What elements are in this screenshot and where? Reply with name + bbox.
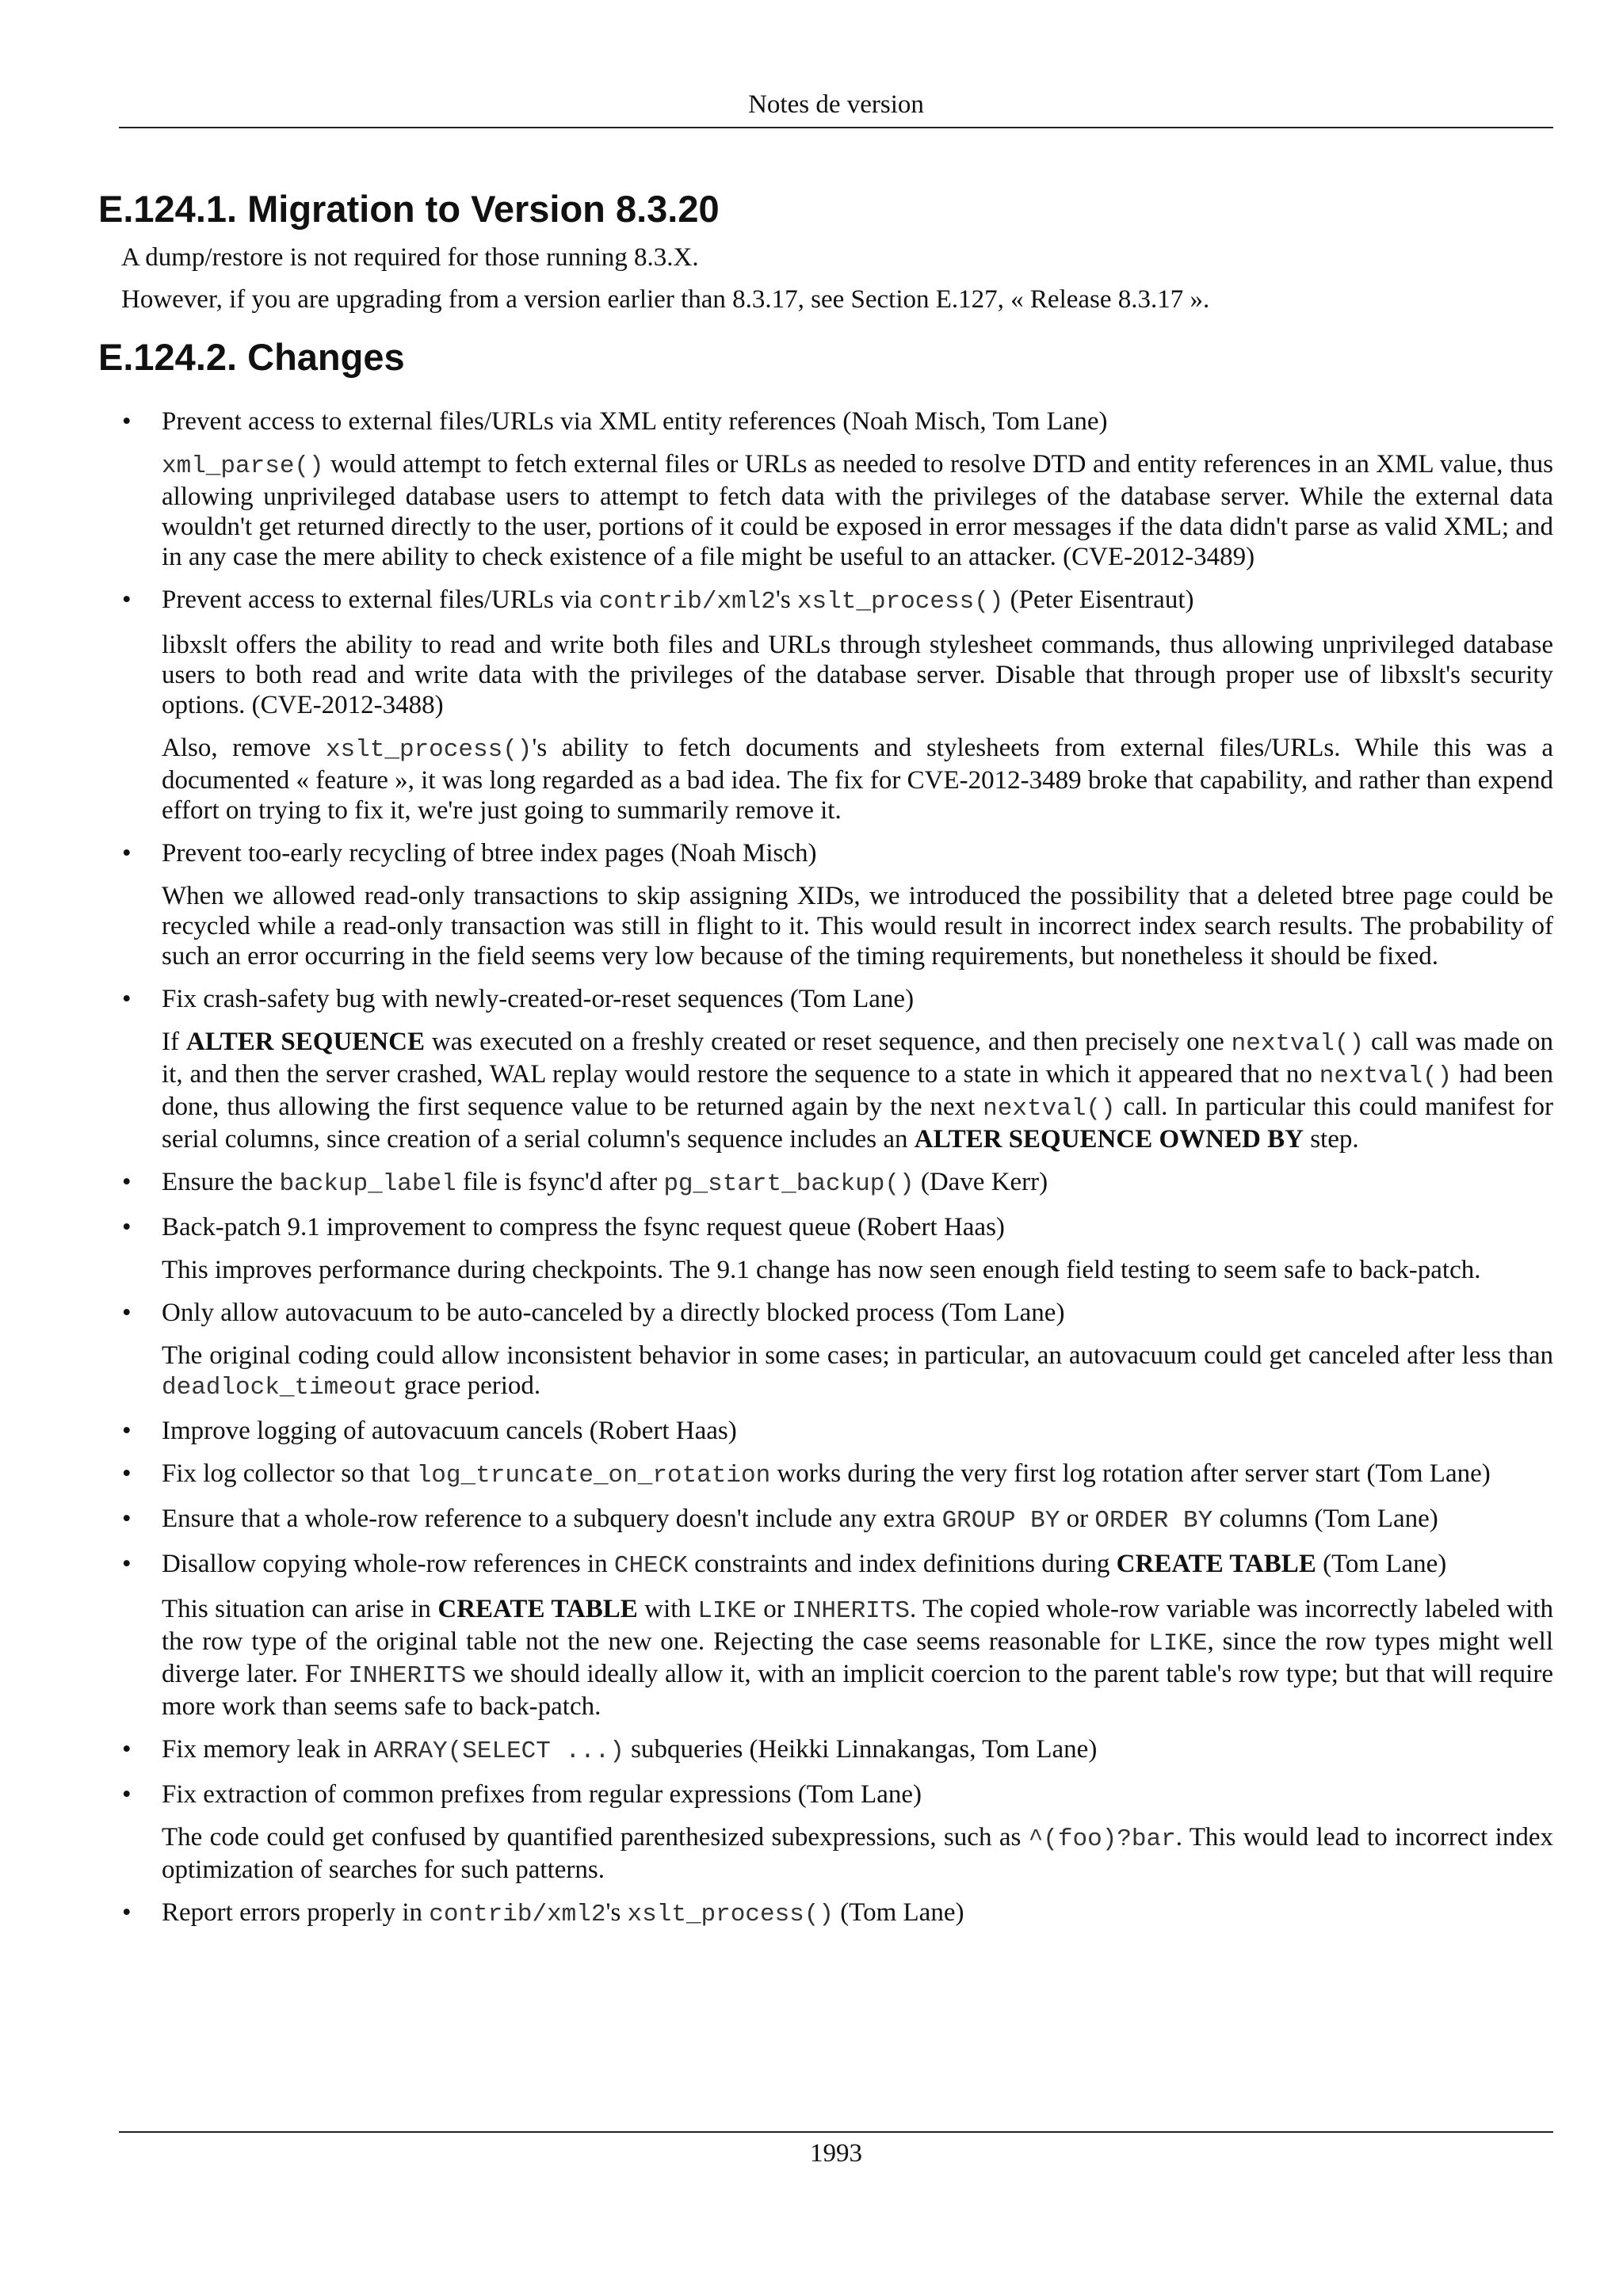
text-run: constraints and index definitions during xyxy=(687,1550,1117,1578)
item-title xyxy=(162,1459,1553,1491)
item-description xyxy=(162,1027,1553,1154)
bullet-icon: • xyxy=(122,1898,132,1927)
inline-code: xml_parse() xyxy=(162,452,324,480)
text-run: If xyxy=(162,1028,186,1056)
text-run: . This would lead to incorrect index optimization of searches for such patterns. xyxy=(162,1823,1553,1884)
text-run: we should ideally allow it, with an implicit coercion to the parent table's row type; but that will require more work than seems safe to back-patch. xyxy=(162,1660,1553,1721)
text-run: Also, remove xyxy=(162,734,326,762)
inline-code: LIKE xyxy=(697,1597,757,1625)
bullet-icon: • xyxy=(122,1459,132,1488)
item-description xyxy=(162,1341,1553,1403)
text-run: Ensure the xyxy=(162,1168,280,1196)
text-run: (Tom Lane) xyxy=(1316,1550,1447,1578)
item-description xyxy=(162,449,1553,572)
list-item xyxy=(98,1298,1553,1403)
item-title xyxy=(162,1897,1553,1930)
text-run: The code could get confused by quantified parenthesized subexpressions, such as xyxy=(162,1823,1029,1852)
text-run: call was made on it, and then the server crashed, WAL replay would restore the sequence to a state in which it appeared that no xyxy=(162,1028,1554,1089)
inline-code: contrib/xml2 xyxy=(598,588,776,616)
item-title xyxy=(162,1734,1553,1767)
text-run: 's ability to fetch documents and stylesheets from external files/URLs. While this was a documented « feature », it was long regarded as a bad idea. The fix for CVE-2012-3489 broke that capability, and rather than expend effort on trying to fix it, we're just going to summarily remove it. xyxy=(162,734,1554,825)
item-description xyxy=(162,1822,1553,1885)
bullet-icon: • xyxy=(122,1299,132,1327)
page-number: 1993 xyxy=(810,2139,862,2168)
text-run: subqueries (Heikki Linnakangas, Tom Lane) xyxy=(624,1735,1098,1764)
text-run: had been done, thus allowing the first sequence value to be returned again by the next xyxy=(162,1060,1553,1121)
inline-code: INHERITS xyxy=(792,1597,910,1625)
text-run: with xyxy=(637,1595,698,1623)
sql-command: CREATE TABLE xyxy=(1116,1550,1316,1578)
item-title xyxy=(162,585,1553,617)
item-description: libxslt offers the ability to read and write both files and URLs through stylesheet commands, thus allowing unprivileged database users to both read and write data with the privileges of the database server. Disable that through proper use of libxslt's security options. (CVE-2012-3488) xyxy=(162,631,1553,719)
list-item xyxy=(98,585,1553,826)
sql-command: ALTER SEQUENCE xyxy=(185,1028,425,1056)
migration-para-1: A dump/restore is not required for those running 8.3.X. xyxy=(121,243,699,272)
list-item xyxy=(98,1459,1553,1491)
item-title xyxy=(162,1167,1553,1199)
text-run: 's xyxy=(605,1898,628,1927)
text-run: was executed on a freshly created or reset sequence, and then precisely one xyxy=(424,1028,1232,1056)
text-run: This situation can arise in xyxy=(162,1595,438,1623)
text-run: grace period. xyxy=(397,1371,541,1400)
inline-code: ARRAY(SELECT ...) xyxy=(373,1737,624,1765)
item-description: This improves performance during checkpoints. The 9.1 change has now seen enough field testing to seem safe to back-patch. xyxy=(162,1256,1481,1284)
running-header: Notes de version xyxy=(748,90,924,119)
text-run: . The copied whole-row variable was incorrectly labeled with the row type of the original table not the new one. Rejecting the case seems reasonable for xyxy=(162,1595,1553,1656)
inline-code: INHERITS xyxy=(348,1662,467,1690)
list-item xyxy=(98,1416,1553,1446)
text-run: (Dave Kerr) xyxy=(914,1168,1048,1196)
text-run: or xyxy=(1060,1505,1095,1533)
list-item xyxy=(98,1734,1553,1767)
inline-code: log_truncate_on_rotation xyxy=(416,1462,771,1489)
bullet-icon: • xyxy=(122,839,132,868)
item-title xyxy=(162,1549,1553,1581)
text-run: Ensure that a whole-row reference to a subquery doesn't include any extra xyxy=(162,1505,942,1533)
text-run: columns (Tom Lane) xyxy=(1212,1505,1438,1533)
text-run: Prevent access to external files/URLs via xyxy=(162,585,599,614)
text-run: (Peter Eisentraut) xyxy=(1003,585,1194,614)
text-run: file is fsync'd after xyxy=(456,1168,664,1196)
inline-code: GROUP BY xyxy=(941,1507,1060,1535)
inline-code: ^(foo)?bar xyxy=(1028,1825,1176,1853)
text-run: Report errors properly in xyxy=(162,1898,430,1927)
bullet-icon: • xyxy=(122,407,132,436)
list-item xyxy=(98,1779,1553,1885)
text-run: , since the row types might well diverge later. For xyxy=(162,1627,1553,1688)
bullet-icon: • xyxy=(122,1780,132,1809)
item-description xyxy=(162,1594,1553,1722)
inline-code: CHECK xyxy=(613,1552,688,1580)
sql-command: CREATE TABLE xyxy=(437,1595,638,1623)
inline-code: pg_start_backup() xyxy=(663,1170,915,1198)
text-run: Fix log collector so that xyxy=(162,1459,417,1488)
inline-code: nextval() xyxy=(1319,1062,1453,1090)
item-title: Fix crash-safety bug with newly-created-or-reset sequences (Tom Lane) xyxy=(162,985,915,1013)
inline-code: xslt_process() xyxy=(325,736,533,764)
text-run: Fix memory leak in xyxy=(162,1735,374,1764)
text-run: The original coding could allow inconsistent behavior in some cases; in particular, an autovacuum could get canceled after less than xyxy=(162,1341,1553,1370)
item-description: When we allowed read-only transactions to skip assigning XIDs, we introduced the possibility that a deleted btree page could be recycled while a read-only transaction was still in flight to it. This would result in incorrect index search results. The probability of such an error occurring in the field seems very low because of the timing requirements, but nonetheless it should be fixed. xyxy=(162,882,1553,971)
item-title: Back-patch 9.1 improvement to compress the fsync request queue (Robert Haas) xyxy=(162,1213,1005,1241)
section-heading-migration: E.124.1. Migration to Version 8.3.20 xyxy=(98,188,720,230)
list-item xyxy=(98,1167,1553,1199)
text-run: (Tom Lane) xyxy=(834,1898,964,1927)
list-item xyxy=(98,984,1553,1154)
inline-code: deadlock_timeout xyxy=(162,1374,398,1402)
list-item xyxy=(98,1897,1553,1930)
list-item xyxy=(98,1212,1553,1285)
bullet-icon: • xyxy=(122,1735,132,1764)
item-title: Prevent access to external files/URLs via XML entity references (Noah Misch, Tom Lane) xyxy=(162,407,1108,436)
item-title: Prevent too-early recycling of btree index pages (Noah Misch) xyxy=(162,839,817,868)
inline-code: nextval() xyxy=(1231,1030,1365,1058)
item-title xyxy=(162,1504,1553,1536)
bullet-icon: • xyxy=(122,1213,132,1241)
inline-code: LIKE xyxy=(1148,1630,1208,1657)
list-item xyxy=(98,1504,1553,1536)
item-title: Improve logging of autovacuum cancels (Robert Haas) xyxy=(162,1417,737,1445)
text-run: would attempt to fetch external files or URLs as needed to resolve DTD and entity references in an XML value, thus allowing unprivileged database users to attempt to fetch data with the privileges of the database server. While the external data wouldn't get returned directly to the user, portions of it could be exposed in error messages if the data didn't parse as valid XML; and in any case the mere ability to check existence of a file might be useful to an attacker. (CVE-2012-3489) xyxy=(162,450,1553,571)
item-description xyxy=(162,733,1553,826)
text-run: 's xyxy=(775,585,797,614)
changes-list xyxy=(98,406,1553,1930)
bullet-icon: • xyxy=(122,585,132,614)
inline-code: backup_label xyxy=(279,1170,456,1198)
item-title: Fix extraction of common prefixes from regular expressions (Tom Lane) xyxy=(162,1780,922,1809)
item-title: Only allow autovacuum to be auto-canceled by a directly blocked process (Tom Lane) xyxy=(162,1299,1065,1327)
list-item xyxy=(98,406,1553,572)
list-item xyxy=(98,838,1553,971)
header-rule xyxy=(119,127,1553,128)
text-run: works during the very first log rotation after server start (Tom Lane) xyxy=(770,1459,1491,1488)
bullet-icon: • xyxy=(122,1168,132,1196)
bullet-icon: • xyxy=(122,1550,132,1578)
text-run: call. In particular this could manifest for serial columns, since creation of a serial column's sequence includes an xyxy=(162,1093,1553,1154)
footer-rule xyxy=(119,2131,1553,2133)
text-run: or xyxy=(756,1595,792,1623)
bullet-icon: • xyxy=(122,985,132,1013)
inline-code: ORDER BY xyxy=(1094,1507,1213,1535)
inline-code: xslt_process() xyxy=(796,588,1004,616)
migration-para-2: However, if you are upgrading from a version earlier than 8.3.17, see Section E.127, « Release 8.3.17 ». xyxy=(121,285,1210,314)
page-content xyxy=(98,187,1553,1943)
list-item xyxy=(98,1549,1553,1722)
text-run: step. xyxy=(1303,1125,1359,1154)
sql-command: ALTER SEQUENCE OWNED BY xyxy=(914,1125,1304,1154)
section-heading-changes: E.124.2. Changes xyxy=(98,336,405,378)
inline-code: xslt_process() xyxy=(627,1901,834,1928)
bullet-icon: • xyxy=(122,1417,132,1445)
inline-code: contrib/xml2 xyxy=(429,1901,606,1928)
bullet-icon: • xyxy=(122,1505,132,1533)
text-run: Disallow copying whole-row references in xyxy=(162,1550,614,1578)
inline-code: nextval() xyxy=(983,1095,1116,1123)
